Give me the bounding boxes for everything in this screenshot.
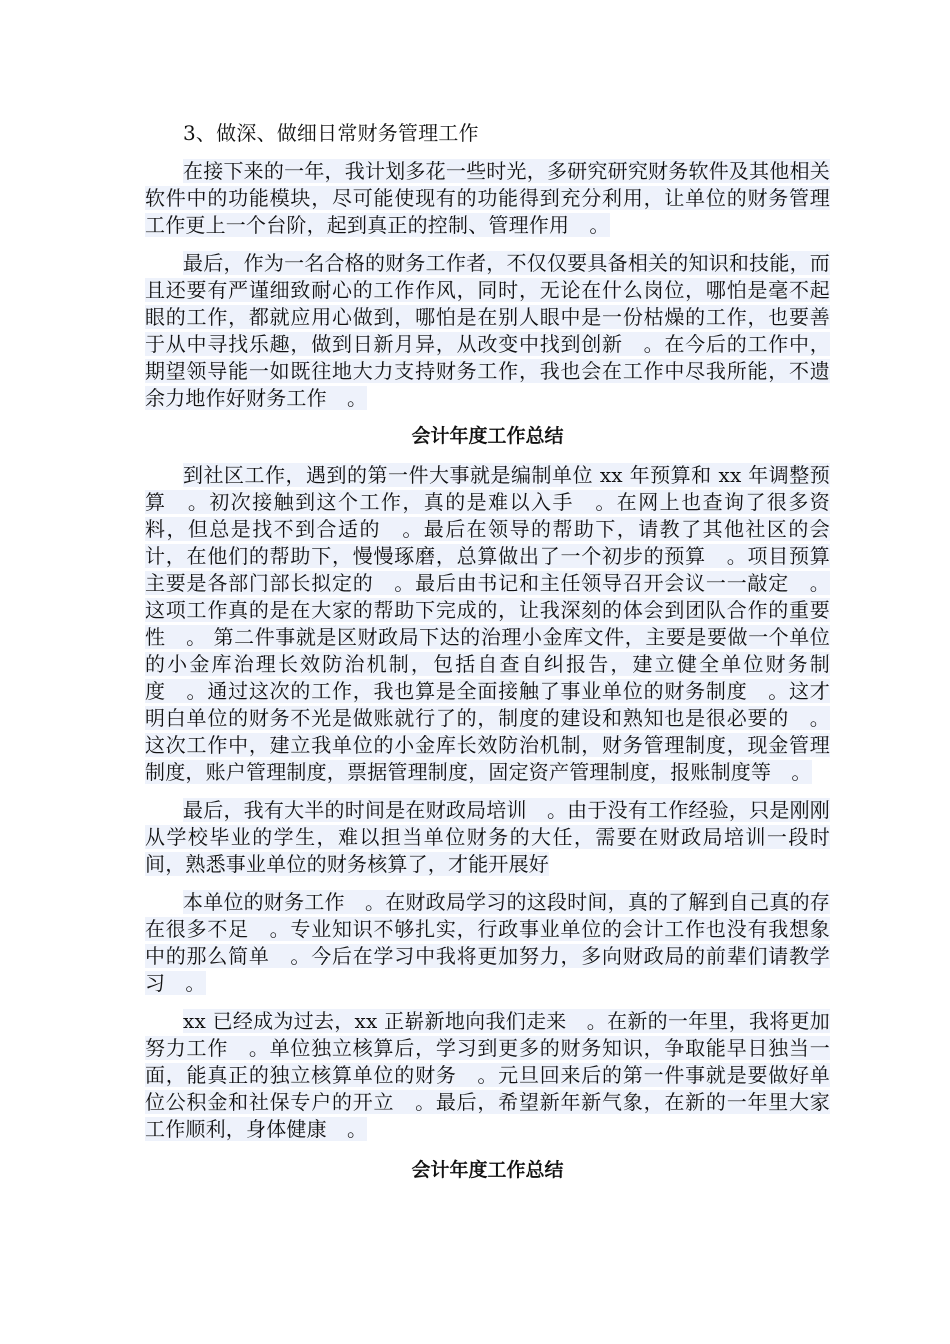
paragraph-conclusion <box>145 250 830 412</box>
section-heading-text: 3、做深、做细日常财务管理工作 <box>183 121 479 145</box>
paragraph-community-work <box>145 462 830 786</box>
paragraph-unit-finance <box>145 889 830 997</box>
paragraph-text: 本单位的财务工作 。在财政局学习的这段时间，真的了解到自己真的存在很多不足 。专业知识不够扎实，行政事业单位的会计工作也没有我想象中的那么简单 。今后在学习中我将更加努力，多向财政局的前辈们请教学习 。 <box>145 890 830 995</box>
document-title-1: 会计年度工作总结 <box>411 425 564 447</box>
document-title-2: 会计年度工作总结 <box>411 1159 564 1181</box>
section-heading-paragraph <box>145 120 830 147</box>
document-body <box>145 120 830 1196</box>
paragraph-new-year <box>145 1008 830 1143</box>
paragraph-text: 最后，作为一名合格的财务工作者，不仅仅要具备相关的知识和技能，而且还要有严谨细致耐心的工作作风，同时，无论在什么岗位，哪怕是毫不起眼的工作，都就应用心做到，哪怕是在别人眼中是一份枯燥的工作，也要善于从中寻找乐趣，做到日新月异，从改变中找到创新 。在今后的工作中，期望领导能一如既往地大力支持财务工作，我也会在工作中尽我所能，不遗余力地作好财务工作 。 <box>145 251 830 410</box>
paragraph-text: 最后，我有大半的时间是在财政局培训 。由于没有工作经验，只是刚刚从学校毕业的学生，难以担当单位财务的大任，需要在财政局培训一段时间，熟悉事业单位的财务核算了，才能开展好 <box>145 798 830 876</box>
paragraph-training <box>145 797 830 878</box>
paragraph-text: 在接下来的一年，我计划多花一些时光，多研究研究财务软件及其他相关软件中的功能模块，尽可能使现有的功能得到充分利用，让单位的财务管理工作更上一个台阶，起到真正的控制、管理作用 。 <box>145 159 830 237</box>
paragraph-text: xx 已经成为过去，xx 正崭新地向我们走来 。在新的一年里，我将更加努力工作 。单位独立核算后，学习到更多的财务知识，争取能早日独当一面，能真正的独立核算单位的财务 。元旦回来后的第一件事就是要做好单位公积金和社保专户的开立 。最后，希望新年新气象，在新的一年里大家工作顺利，身体健康 。 <box>145 1009 830 1141</box>
paragraph-text: 到社区工作，遇到的第一件大事就是编制单位 xx 年预算和 xx 年调整预算 。初次接触到这个工作，真的是难以入手 。在网上也查询了很多资料，但总是找不到合适的 。最后在领导的帮助下，请教了其他社区的会计，在他们的帮助下，慢慢琢磨，总算做出了一个初步的预算 。项目预算主要是各部门部长拟定的 。最后由书记和主任领导召开会议一一敲定 。这项工作真的是在大家的帮助下完成的，让我深刻的体会到团队合作的重要性 。 第二件事就是区财政局下达的治理小金库文件，主要是要做一个单位的小金库治理长效防治机制，包括自查自纠报告，建立健全单位财务制度 。通过这次的工作，我也算是全面接触了事业单位的财务制度 。这才明白单位的财务不光是做账就行了的，制度的建设和熟知也是很必要的 。这次工作中，建立我单位的小金库长效防治机制，财务管理制度，现金管理制度，账户管理制度，票据管理制度，固定资产管理制度，报账制度等 。 <box>145 463 830 784</box>
paragraph-plan-next-year <box>145 158 830 239</box>
